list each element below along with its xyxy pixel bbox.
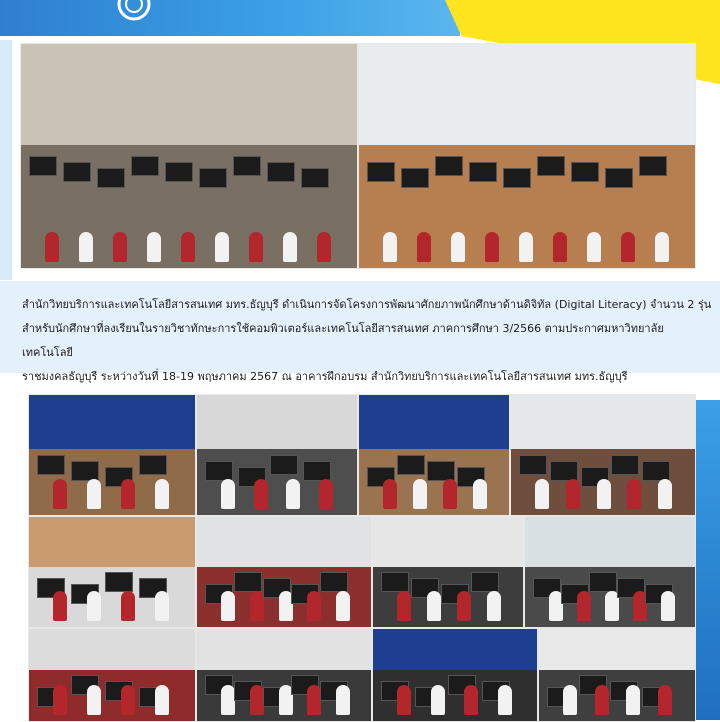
student-figure — [215, 232, 229, 262]
caption-line: ราชมงคลธัญบุรี ระหว่างวันที่ 18-19 พฤษภาคม 2567 ณ อาคารฝึกอบรม สำนักวิทยบริการและเทคโนโลยีสารสนเทศ มทร.ธัญบุรี — [22, 370, 628, 383]
student-figure — [473, 479, 487, 509]
student-figure — [221, 591, 235, 621]
student-figure — [658, 685, 672, 715]
student-figure — [626, 685, 640, 715]
computer-monitor — [63, 162, 91, 182]
student-figure — [621, 232, 635, 262]
student-figure — [147, 232, 161, 262]
student-figure — [155, 685, 169, 715]
computer-monitor — [639, 156, 667, 176]
computer-monitor — [537, 156, 565, 176]
computer-monitor — [165, 162, 193, 182]
student-figure — [457, 591, 471, 621]
computer-monitor — [233, 156, 261, 176]
student-figure — [451, 232, 465, 262]
photo-background — [373, 629, 537, 670]
photo-grid-6 — [196, 516, 372, 628]
photo-background — [29, 395, 195, 449]
computer-monitor — [199, 168, 227, 188]
photo-grid-11 — [372, 628, 538, 722]
student-figure — [87, 685, 101, 715]
student-figure — [597, 479, 611, 509]
student-figure — [487, 591, 501, 621]
photo-grid-10 — [196, 628, 372, 722]
photo-background — [197, 517, 371, 567]
computer-monitor — [71, 461, 99, 481]
photo-grid-8 — [524, 516, 696, 628]
student-figure — [443, 479, 457, 509]
photo-grid-4 — [510, 394, 696, 516]
photo-grid-5 — [28, 516, 196, 628]
computer-monitor — [401, 168, 429, 188]
photo-background — [373, 517, 523, 567]
computer-monitor — [427, 461, 455, 481]
photo-grid-2 — [196, 394, 358, 516]
student-figure — [317, 232, 331, 262]
computer-monitor — [571, 162, 599, 182]
computer-monitor — [381, 572, 409, 592]
computer-monitor — [550, 461, 578, 481]
photo-group-classroom-1 — [20, 43, 358, 269]
student-figure — [535, 479, 549, 509]
student-figure — [45, 232, 59, 262]
student-figure — [121, 591, 135, 621]
student-figure — [431, 685, 445, 715]
computer-monitor — [139, 455, 167, 475]
caption-line: สำหรับนักศึกษาที่ลงเรียนในรายวิชาทักษะการใช้คอมพิวเตอร์และเทคโนโลยีสารสนเทศ ภาคการศึกษา 3/2566 ตามประกาศมหาวิทยาลัยเทคโนโลยี — [22, 322, 664, 359]
student-figure — [553, 232, 567, 262]
computer-monitor — [131, 156, 159, 176]
student-figure — [485, 232, 499, 262]
computer-monitor — [97, 168, 125, 188]
header-blue-band — [0, 0, 460, 36]
student-figure — [307, 591, 321, 621]
right-blue-accent — [694, 400, 720, 720]
student-figure — [53, 591, 67, 621]
photo-background — [525, 517, 695, 567]
computer-monitor — [611, 455, 639, 475]
student-figure — [53, 685, 67, 715]
student-figure — [397, 685, 411, 715]
student-figure — [577, 591, 591, 621]
photo-grid-1 — [28, 394, 196, 516]
student-figure — [566, 479, 580, 509]
photo-background — [359, 395, 509, 449]
computer-monitor — [267, 162, 295, 182]
computer-monitor — [435, 156, 463, 176]
student-figure — [655, 232, 669, 262]
student-figure — [658, 479, 672, 509]
photo-background — [539, 629, 695, 670]
photo-background — [359, 44, 695, 145]
student-figure — [249, 232, 263, 262]
student-figure — [336, 591, 350, 621]
student-figure — [417, 232, 431, 262]
computer-monitor — [519, 455, 547, 475]
photo-grid-12 — [538, 628, 696, 722]
computer-monitor — [642, 461, 670, 481]
photo-background — [197, 395, 357, 449]
photo-background — [511, 395, 695, 449]
caption-line: สำนักวิทยบริการและเทคโนโลยีสารสนเทศ มทร.ธัญบุรี ดำเนินการจัดโครงการพัฒนาศักยภาพนักศึกษาด้านดิจิทัล (Digital Literacy) จำนวน 2 รุ่น — [22, 298, 712, 311]
computer-monitor — [105, 572, 133, 592]
student-figure — [319, 479, 333, 509]
photo-background — [197, 629, 371, 670]
caption-paragraph — [22, 293, 712, 389]
computer-monitor — [605, 168, 633, 188]
student-figure — [181, 232, 195, 262]
photo-background — [29, 629, 195, 670]
ring-logo-icon — [114, 0, 154, 24]
student-figure — [563, 685, 577, 715]
computer-monitor — [270, 455, 298, 475]
computer-monitor — [471, 572, 499, 592]
photo-group-classroom-2 — [358, 43, 696, 269]
student-figure — [79, 232, 93, 262]
student-figure — [113, 232, 127, 262]
computer-monitor — [234, 572, 262, 592]
student-figure — [155, 479, 169, 509]
computer-monitor — [205, 461, 233, 481]
computer-monitor — [320, 572, 348, 592]
student-figure — [336, 685, 350, 715]
student-figure — [121, 479, 135, 509]
photo-grid-3 — [358, 394, 510, 516]
computer-monitor — [37, 455, 65, 475]
photo-grid-7 — [372, 516, 524, 628]
student-figure — [383, 232, 397, 262]
student-figure — [53, 479, 67, 509]
computer-monitor — [29, 156, 57, 176]
photo-background — [21, 44, 357, 145]
student-figure — [87, 479, 101, 509]
computer-monitor — [367, 162, 395, 182]
student-figure — [254, 479, 268, 509]
student-figure — [383, 479, 397, 509]
student-figure — [595, 685, 609, 715]
student-figure — [286, 479, 300, 509]
student-figure — [121, 685, 135, 715]
student-figure — [427, 591, 441, 621]
photo-grid-9 — [28, 628, 196, 722]
student-figure — [397, 591, 411, 621]
student-figure — [661, 591, 675, 621]
student-figure — [464, 685, 478, 715]
student-figure — [519, 232, 533, 262]
photo-background — [29, 517, 195, 567]
computer-monitor — [589, 572, 617, 592]
computer-monitor — [469, 162, 497, 182]
student-figure — [221, 479, 235, 509]
student-figure — [498, 685, 512, 715]
student-figure — [87, 591, 101, 621]
computer-monitor — [503, 168, 531, 188]
computer-monitor — [397, 455, 425, 475]
student-figure — [587, 232, 601, 262]
student-figure — [627, 479, 641, 509]
student-figure — [155, 591, 169, 621]
left-blue-accent — [0, 40, 12, 280]
student-figure — [283, 232, 297, 262]
computer-monitor — [303, 461, 331, 481]
computer-monitor — [301, 168, 329, 188]
student-figure — [413, 479, 427, 509]
